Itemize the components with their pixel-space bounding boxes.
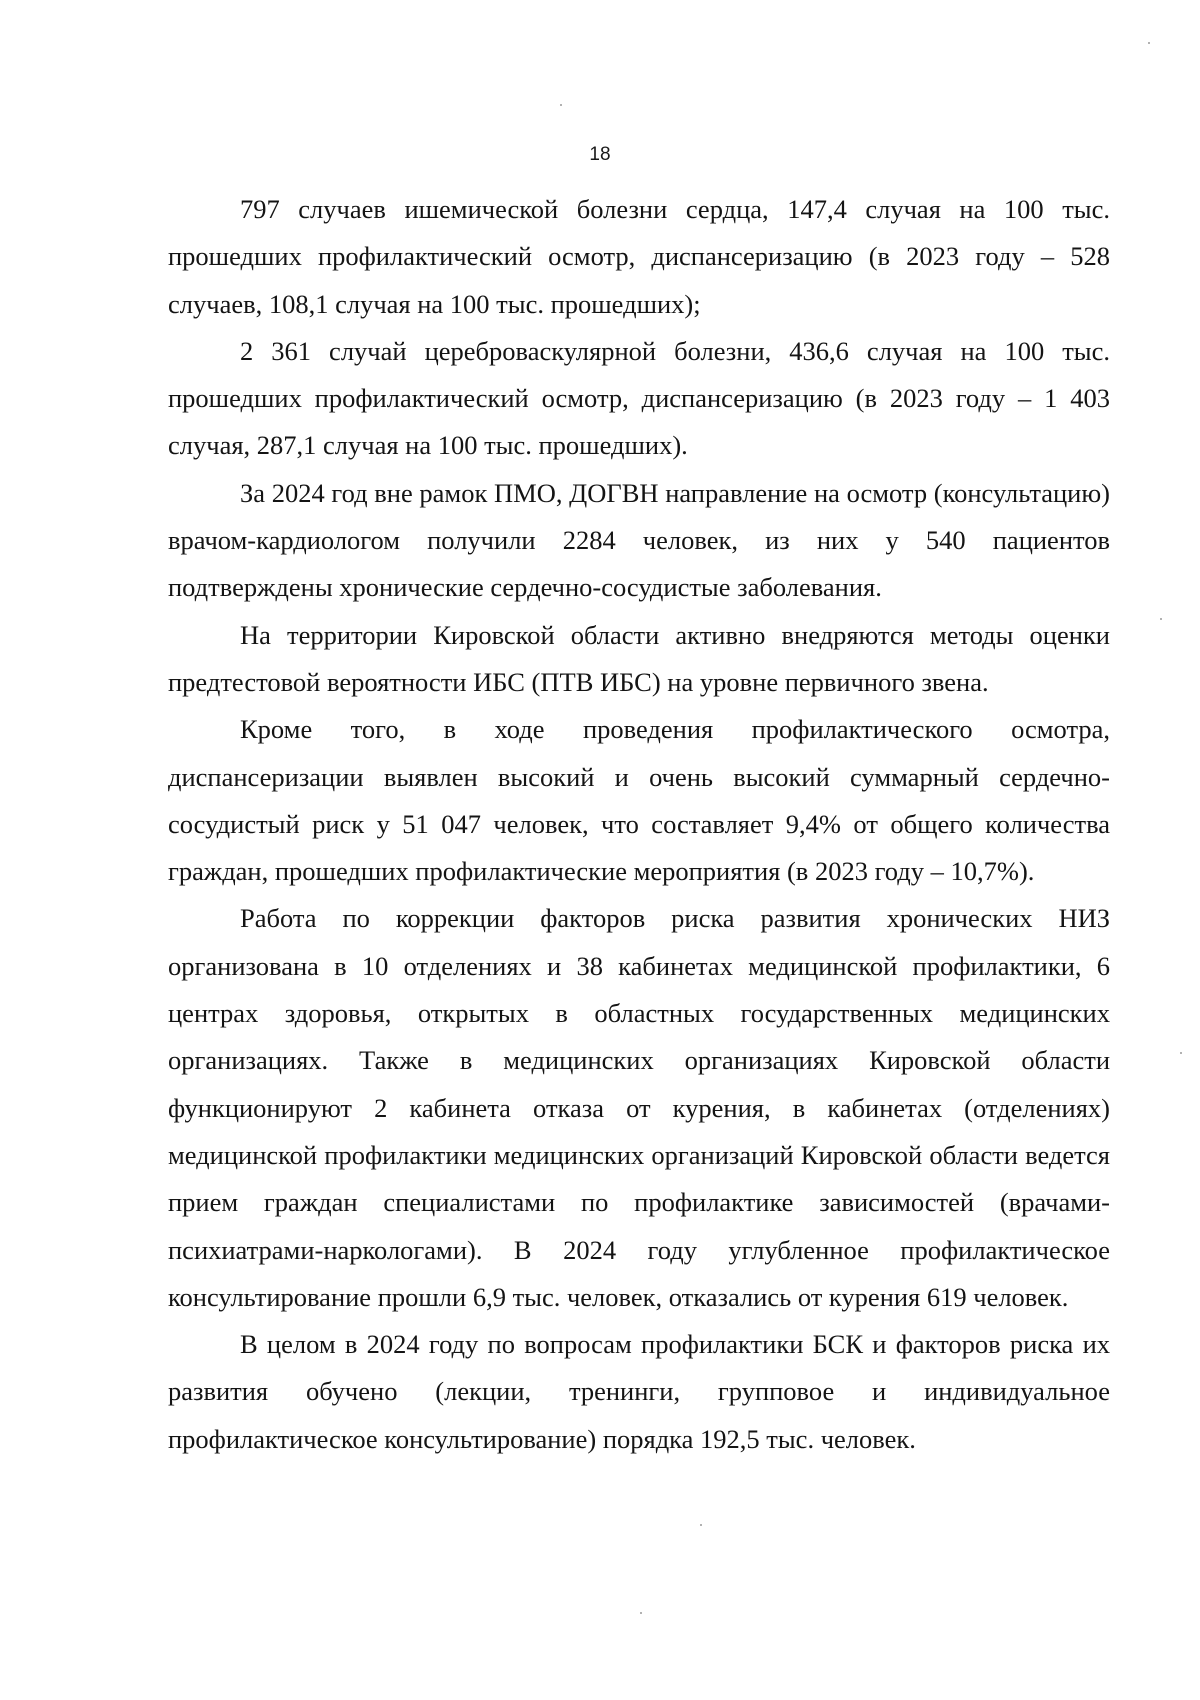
paragraph-cerebrovascular-disease: 2 361 случай цереброваскулярной болезни, 436,6 случая на 100 тыс. прошедших профилактический осмотр, диспансеризацию (в 2023 году – 1 403 случая, 287,1 случая на 100 тыс. прошедших).	[168, 335, 1110, 461]
paragraph-training-summary: В целом в 2024 году по вопросам профилактики БСК и факторов риска их развития обучено (лекции, тренинги, групповое и индивидуальное профилактическое консультирование) порядка 192,5 тыс. человек.	[168, 1329, 1110, 1454]
scan-speck	[1180, 1052, 1182, 1054]
scan-speck	[560, 104, 562, 106]
scan-speck	[1160, 618, 1162, 620]
paragraph-cardiologist-referrals: За 2024 год вне рамок ПМО, ДОГВН направление на осмотр (консультацию) врачом-кардиологом получили 2284 человек, из них у 540 пациентов подтверждены хронические сердечно-сосудистые заболевания.	[168, 477, 1110, 603]
paragraph-pretest-probability: На территории Кировской области активно внедряются методы оценки предтестовой вероятности ИБС (ПТВ ИБС) на уровне первичного звена.	[168, 619, 1110, 697]
paragraph-cardiovascular-risk: Кроме того, в ходе проведения профилактического осмотра, диспансеризации выявлен высокий и очень высокий суммарный сердечно-сосудистый риск у 51 047 человек, что составляет 9,4% от общего количества граждан, прошедших профилактические мероприятия (в 2023 году – 10,7%).	[168, 714, 1110, 887]
scan-speck	[640, 1612, 642, 1614]
document-body	[168, 186, 1110, 1463]
paragraph-risk-factor-correction: Работа по коррекции факторов риска развития хронических НИЗ организована в 10 отделениях и 38 кабинетах медицинской профилактики, 6 центрах здоровья, открытых в областных государственных медицинских организациях. Также в медицинских организациях Кировской области функционируют 2 кабинета отказа от курения, в кабинетах (отделениях) медицинской профилактики медицинских организаций Кировской области ведется прием граждан специалистами по профилактике зависимостей (врачами-психиатрами-наркологами). В 2024 году углубленное профилактическое консультирование прошли 6,9 тыс. человек, отказались от курения 619 человек.	[168, 903, 1110, 1312]
scan-speck	[1148, 42, 1150, 44]
scan-speck	[700, 1524, 702, 1526]
page-number: 18	[589, 144, 611, 165]
paragraph-ischemic-heart-disease: 797 случаев ишемической болезни сердца, 147,4 случая на 100 тыс. прошедших профилактический осмотр, диспансеризацию (в 2023 году – 528 случаев, 108,1 случая на 100 тыс. прошедших);	[168, 194, 1110, 319]
